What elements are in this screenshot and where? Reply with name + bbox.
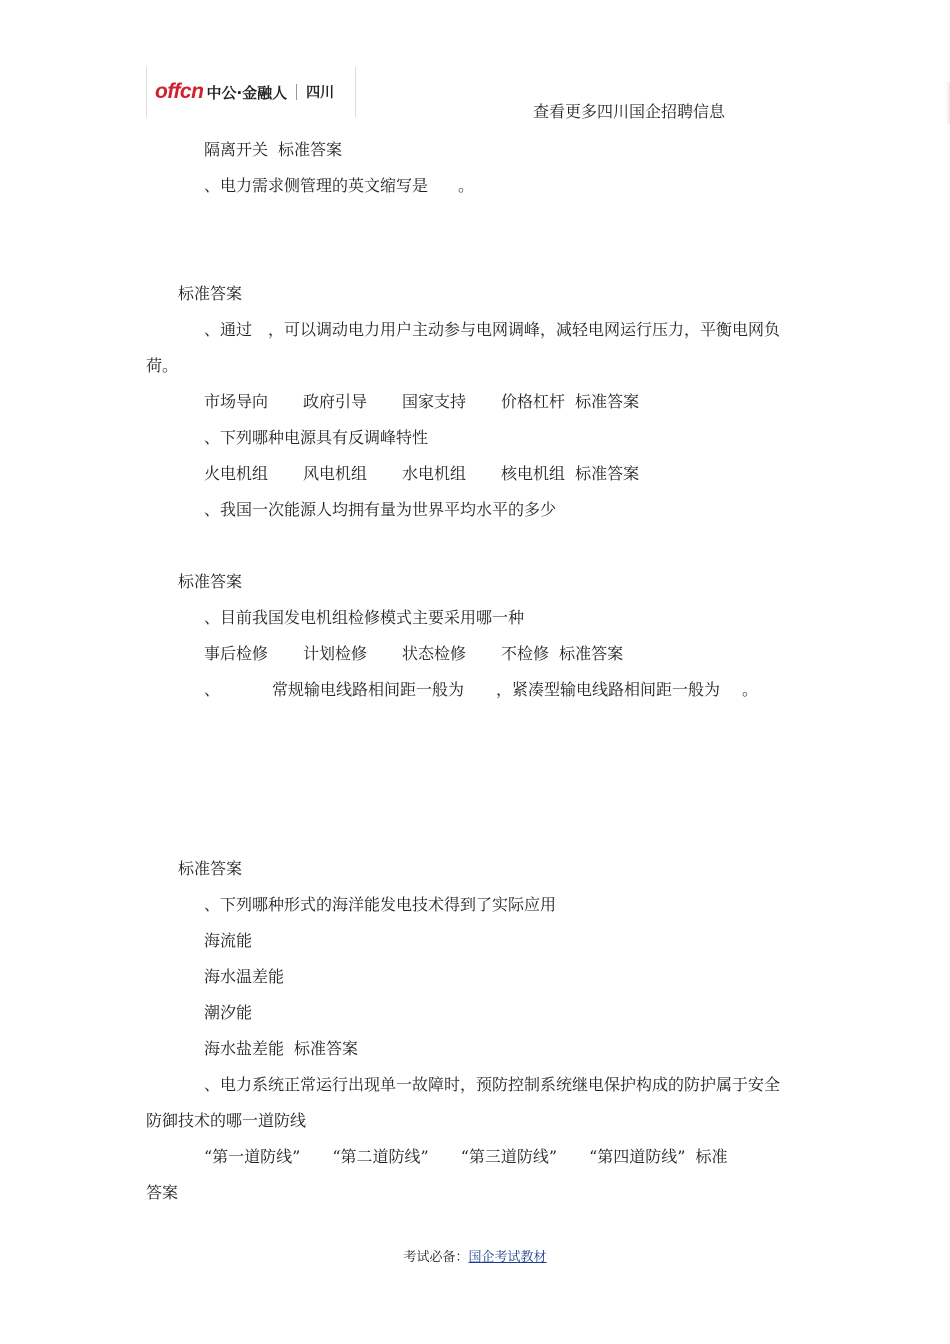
answer-label: 标准答案 xyxy=(575,392,640,411)
question-line: 、目前我国发电机组检修模式主要采用哪一种 xyxy=(204,608,525,627)
answer-label: 标准答案 xyxy=(575,464,640,483)
logo-mark: offcn xyxy=(155,80,204,103)
question-text: 、电力需求侧管理的英文缩写是 xyxy=(204,176,429,195)
option-text: 水电机组 xyxy=(402,464,467,483)
answer-label: 标准答案 xyxy=(559,644,624,663)
answer-label: 标准 xyxy=(695,1147,728,1166)
question-text: 。 xyxy=(742,680,759,699)
option-text: 核电机组 xyxy=(501,464,566,483)
question-text: 、 xyxy=(204,680,221,699)
answer-label: 标准答案 xyxy=(278,140,343,159)
footer-label: 考试必备： xyxy=(403,1250,469,1265)
option-text: “第三道防线” xyxy=(460,1147,558,1166)
options-line xyxy=(204,463,639,485)
option-text: 计划检修 xyxy=(303,644,368,663)
question-text: ，可以调动电力用户主动参与电网调峰，减轻电网运行压力，平衡电网负 xyxy=(268,320,781,339)
question-line: 、下列哪种形式的海洋能发电技术得到了实际应用 xyxy=(204,895,557,914)
option-text: 政府引导 xyxy=(303,392,368,411)
question-text: 、通过 xyxy=(204,320,253,339)
question-line xyxy=(204,139,342,161)
offcn-logo[interactable] xyxy=(146,67,356,117)
option-text: 火电机组 xyxy=(204,464,269,483)
option-text: 海流能 xyxy=(204,931,253,950)
option-text: 不检修 xyxy=(501,644,550,663)
options-line xyxy=(204,643,623,665)
option-text: 潮汐能 xyxy=(204,1003,253,1022)
options-line xyxy=(204,1038,358,1060)
option-text: 风电机组 xyxy=(303,464,368,483)
option-text: 国家支持 xyxy=(402,392,467,411)
option-text: 市场导向 xyxy=(204,392,269,411)
option-text: 事后检修 xyxy=(204,644,269,663)
answer-label: 标准答案 xyxy=(294,1039,359,1058)
question-line: 防御技术的哪一道防线 xyxy=(146,1111,307,1130)
question-line xyxy=(204,679,758,701)
options-line xyxy=(204,1146,728,1168)
answer-label: 答案 xyxy=(146,1183,179,1202)
question-line: 、我国一次能源人均拥有量为世界平均水平的多少 xyxy=(204,500,557,519)
option-text: 隔离开关 xyxy=(204,140,269,159)
footer xyxy=(0,1246,950,1265)
question-line: 、电力系统正常运行出现单一故障时，预防控制系统继电保护构成的防护属于安全 xyxy=(204,1075,781,1094)
option-text: 海水盐差能 xyxy=(204,1039,285,1058)
option-text: 价格杠杆 xyxy=(501,392,566,411)
logo-divider xyxy=(296,84,297,100)
question-line xyxy=(204,319,780,341)
option-text: “第一道防线” xyxy=(204,1147,301,1166)
question-text: 。 xyxy=(458,176,475,195)
question-line xyxy=(204,175,474,197)
exam-materials-link[interactable]: 国企考试教材 xyxy=(468,1250,547,1265)
option-text: 海水温差能 xyxy=(204,967,285,986)
logo-region: 四川 xyxy=(306,85,335,101)
answer-label: 标准答案 xyxy=(178,859,243,878)
question-text: ，紧凑型输电线路相间距一般为 xyxy=(496,680,721,699)
option-text: “第四道防线” xyxy=(589,1147,686,1166)
logo-name: 中公·金融人 xyxy=(206,83,288,102)
right-edge-shadow xyxy=(946,82,950,124)
question-line: 、下列哪种电源具有反调峰特性 xyxy=(204,428,429,447)
more-jobs-link[interactable]: 查看更多四川国企招聘信息 xyxy=(533,102,726,121)
question-text: 常规输电线路相间距一般为 xyxy=(272,680,465,699)
answer-label: 标准答案 xyxy=(178,284,243,303)
answer-label: 标准答案 xyxy=(178,572,243,591)
question-line: 荷。 xyxy=(146,356,179,375)
option-text: “第二道防线” xyxy=(332,1147,429,1166)
options-line xyxy=(204,391,639,413)
option-text: 状态检修 xyxy=(402,644,467,663)
